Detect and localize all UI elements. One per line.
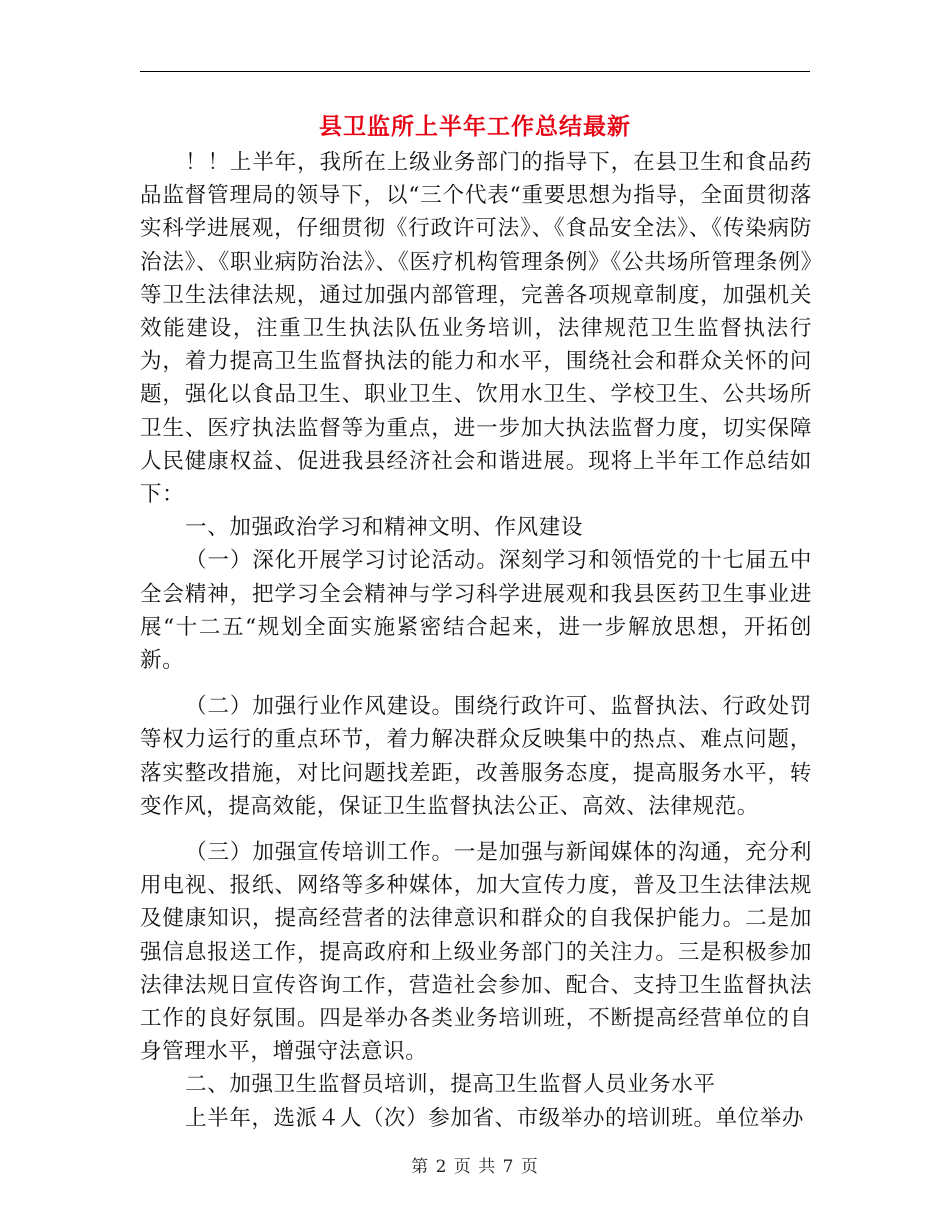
paragraph-1-3: （三）加强宣传培训工作。一是加强与新闻媒体的沟通，充分利用电视、报纸、网络等多种媒体，加大宣传力度，普及卫生法律法规及健康知识，提高经营者的法律意识和群众的自我保护能力。二是加强信息报送工作，提高政府和上级业务部门的关注力。三是积极参加法律法规日宣传咨询工作，营造社会参加、配合、支持卫生监督执法工作的良好氛围。四是举办各类业务培训班，不断提高经营单位的自身管理水平，增强守法意识。 [140,840,812,1065]
section-heading-2: 二、加强卫生监督员培训，提高卫生监督人员业务水平 [185,1072,716,1098]
paragraph-1-1: （一）深化开展学习讨论活动。深刻学习和领悟党的十七届五中全会精神，把学习全会精神与学习科学进展观和我县医药卫生事业进展“十二五“规划全面实施紧密结合起来，进一步解放思想，开拓创新。 [140,548,812,674]
page-number: 第 2 页 共 7 页 [411,1157,539,1177]
header-rule [140,71,810,72]
document-title: 县卫监所上半年工作总结最新 [319,113,631,140]
paragraph-intro: ！！上半年，我所在上级业务部门的指导下，在县卫生和食品药品监督管理局的领导下，以“三个代表“重要思想为指导，全面贯彻落实科学进展观，仔细贯彻《行政许可法》、《食品安全法》、《传染病防治法》、《职业病防治法》、《医疗机构管理条例》《公共场所管理条例》等卫生法律法规，通过加强内部管理，完善各项规章制度，加强机关效能建设，注重卫生执法队伍业务培训，法律规范卫生监督执法行为，着力提高卫生监督执法的能力和水平，围绕社会和群众关怀的问题，强化以食品卫生、职业卫生、饮用水卫生、学校卫生、公共场所卫生、医疗执法监督等为重点，进一步加大执法监督力度，切实保障人民健康权益、促进我县经济社会和谐进展。现将上半年工作总结如下： [140,150,812,508]
paragraph-2-1: 上半年，选派４人（次）参加省、市级举办的培训班。单位举办 [185,1105,804,1131]
document-body [140,146,812,1135]
paragraph-1-2: （二）加强行业作风建设。围绕行政许可、监督执法、行政处罚等权力运行的重点环节，着力解决群众反映集中的热点、难点问题，落实整改措施，对比问题找差距，改善服务态度，提高服务水平，转变作风，提高效能，保证卫生监督执法公正、高效、法律规范。 [140,694,812,819]
section-heading-1: 一、加强政治学习和精神文明、作风建设 [185,515,583,541]
